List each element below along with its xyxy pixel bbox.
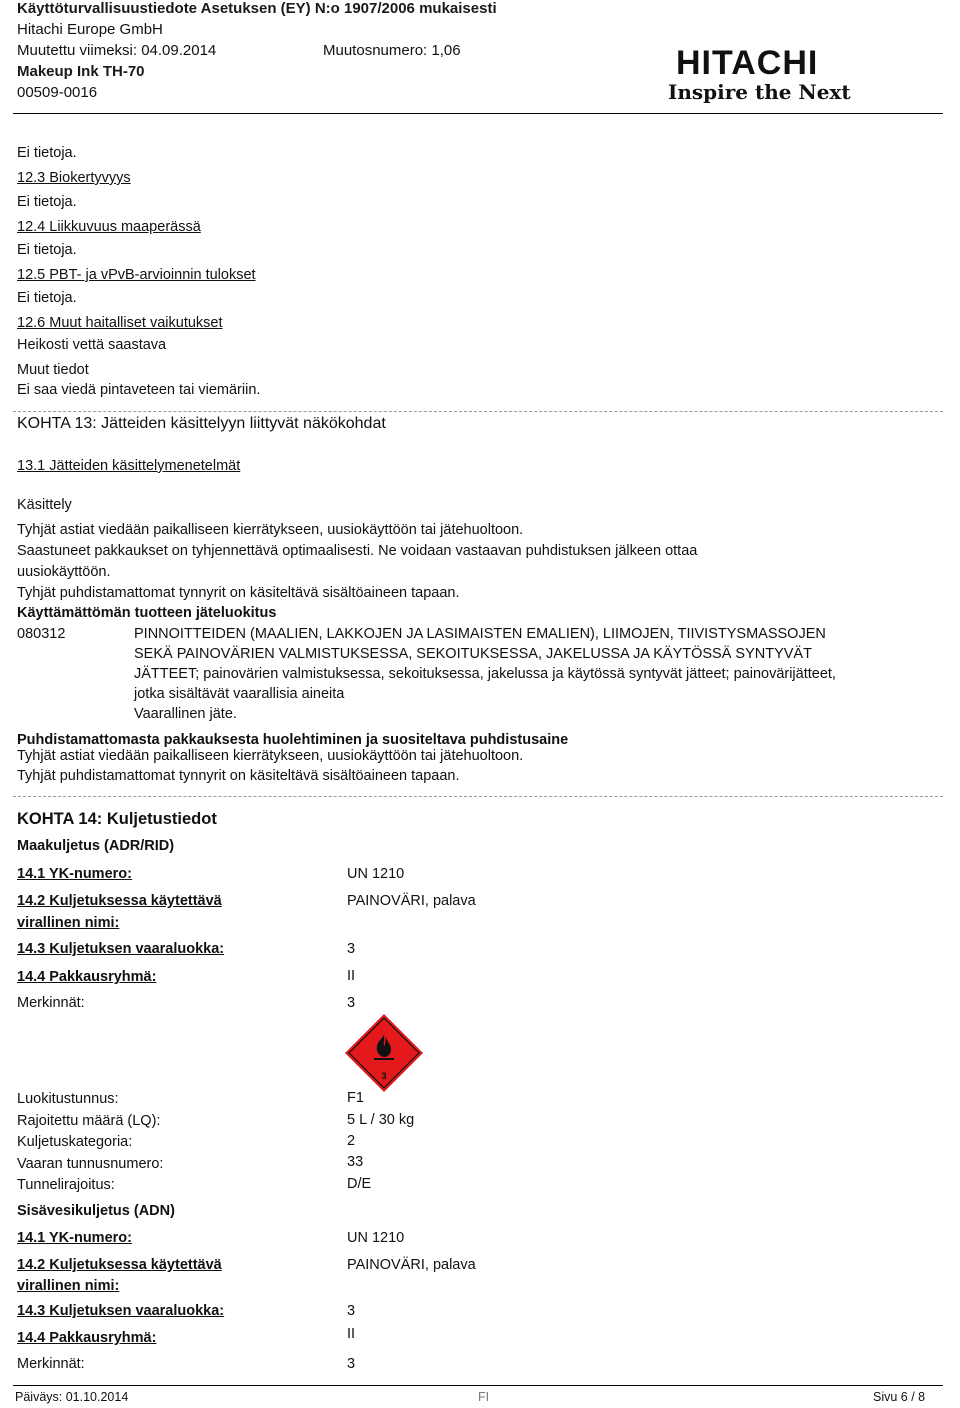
text-line: Ei tietoja. [17,194,77,210]
adr-class-label: 14.3 Kuljetuksen vaaraluokka: [17,941,225,957]
text-line: Tyhjät puhdistamattomat tynnyrit on käsiteltävä sisältöaineen tapaan. [17,768,460,784]
adn-marks-label: Merkinnät: [17,1356,85,1372]
adn-heading: Sisävesikuljetus (ADN) [17,1203,175,1219]
subsection-heading: 12.6 Muut haitalliset vaikutukset [17,315,223,331]
adr-group-label: 14.4 Pakkausryhmä: [17,969,157,985]
lq-label: Rajoitettu määrä (LQ): [17,1113,161,1129]
adr-marks-value: 3 [347,995,356,1011]
text-line: uusiokäyttöön. [17,564,111,580]
adn-class-value: 3 [347,1303,356,1319]
label-handling: Käsittely [17,497,72,513]
adn-class-label: 14.3 Kuljetuksen vaaraluokka: [17,1303,225,1319]
waste-code: 080312 [17,626,66,642]
waste-description-line: jotka sisältävät vaarallisia aineita [134,686,345,702]
text-line: Ei tietoja. [17,145,77,161]
text-line: Saastuneet pakkaukset on tyhjennettävä optimaalisesti. Ne voidaan vastaavan puhdistuksen jälkeen ottaa [17,543,698,559]
adr-name-label: virallinen nimi: [17,915,120,931]
transport-category-label: Kuljetuskategoria: [17,1134,133,1150]
header-divider [13,113,943,114]
class-code-label: Luokitustunnus: [17,1091,119,1107]
class-code-value: F1 [347,1090,364,1106]
text-line: Tyhjät puhdistamattomat tynnyrit on käsiteltävä sisältöaineen tapaan. [17,585,460,601]
adn-name-label: 14.2 Kuljetuksessa käytettävä [17,1257,222,1273]
adn-name-label: virallinen nimi: [17,1278,120,1294]
hazard-id-value: 33 [347,1154,364,1170]
adn-marks-value: 3 [347,1356,356,1372]
footer-date: Päiväys: 01.10.2014 [15,1390,129,1404]
hazard-class-number: 3 [381,1071,387,1081]
lq-value: 5 L / 30 kg [347,1112,415,1128]
adn-group-label: 14.4 Pakkausryhmä: [17,1330,157,1346]
waste-description-line: PINNOITTEIDEN (MAALIEN, LAKKOJEN JA LASIMAISTEN EMALIEN), LIIMOJEN, TIIVISTYSMASSOJEN [134,626,826,642]
waste-description-line: Vaarallinen jäte. [134,706,237,722]
footer-page-number: Sivu 6 / 8 [873,1390,926,1404]
text-line: Heikosti vettä saastava [17,337,167,353]
footer-language: FI [478,1390,490,1404]
product-name: Makeup Ink TH-70 [17,63,145,80]
revised-date: Muutettu viimeksi: 04.09.2014 [17,42,217,59]
footer-divider [13,1385,943,1386]
tunnel-code-value: D/E [347,1176,372,1192]
section-divider [13,796,943,797]
waste-description-line: JÄTTEET; painovärien valmistuksessa, sekoituksessa, jakelussa ja käytössä syntyvät jätteet; painovärijätteet, [134,666,836,682]
adr-group-value: II [347,968,356,984]
subsection-heading: 12.5 PBT- ja vPvB-arvioinnin tulokset [17,267,256,283]
subsection-heading: 12.4 Liikkuvuus maaperässä [17,219,201,235]
adn-un-value: UN 1210 [347,1230,405,1246]
label-packaging: Puhdistamattomasta pakkauksesta huolehtiminen ja suositeltava puhdistusaine [17,732,569,748]
tunnel-code-label: Tunnelirajoitus: [17,1177,115,1193]
adn-name-value: PAINOVÄRI, palava [347,1257,476,1273]
section-14-title: KOHTA 14: Kuljetustiedot [17,810,217,828]
product-code: 00509-0016 [17,84,98,101]
adn-un-label: 14.1 YK-numero: [17,1230,132,1246]
flammable-hazard-icon [344,1013,424,1093]
adr-un-value: UN 1210 [347,866,405,882]
adn-group-value: II [347,1326,356,1342]
hitachi-logo: HITACHI [676,44,819,82]
hazard-id-label: Vaaran tunnusnumero: [17,1156,164,1172]
transport-category-value: 2 [347,1133,356,1149]
revision-number: Muutosnumero: 1,06 [323,42,461,59]
section-13-title: KOHTA 13: Jätteiden käsittelyyn liittyvät näkökohdat [17,415,386,432]
adr-name-label: 14.2 Kuljetuksessa käytettävä [17,893,222,909]
adr-un-label: 14.1 YK-numero: [17,866,132,882]
adr-class-value: 3 [347,941,356,957]
document-title: Käyttöturvallisuustiedote Asetuksen (EY) N:o 1907/2006 mukaisesti [17,0,497,17]
text-line: Tyhjät astiat viedään paikalliseen kierrätykseen, uusiokäyttöön tai jätehuoltoon. [17,522,524,538]
adr-name-value: PAINOVÄRI, palava [347,893,476,909]
subsection-heading: 13.1 Jätteiden käsittelymenetelmät [17,458,241,474]
adr-marks-label: Merkinnät: [17,995,85,1011]
hitachi-tagline: Inspire the Next [668,80,851,104]
text-line: Ei tietoja. [17,290,77,306]
text-line: Ei tietoja. [17,242,77,258]
section-divider [13,411,943,412]
text-line: Ei saa viedä pintaveteen tai viemäriin. [17,382,261,398]
company-name: Hitachi Europe GmbH [17,21,163,38]
text-line: Tyhjät astiat viedään paikalliseen kierrätykseen, uusiokäyttöön tai jätehuoltoon. [17,748,524,764]
label-waste-classification: Käyttämättömän tuotteen jäteluokitus [17,605,277,621]
waste-description-line: SEKÄ PAINOVÄRIEN VALMISTUKSESSA, SEKOITUKSESSA, JAKELUSSA JA KÄYTÖSSÄ SYNTYVÄT [134,646,812,662]
subsection-heading: 12.3 Biokertyvyys [17,170,131,186]
label-other-info: Muut tiedot [17,362,89,378]
adr-heading: Maakuljetus (ADR/RID) [17,838,175,854]
